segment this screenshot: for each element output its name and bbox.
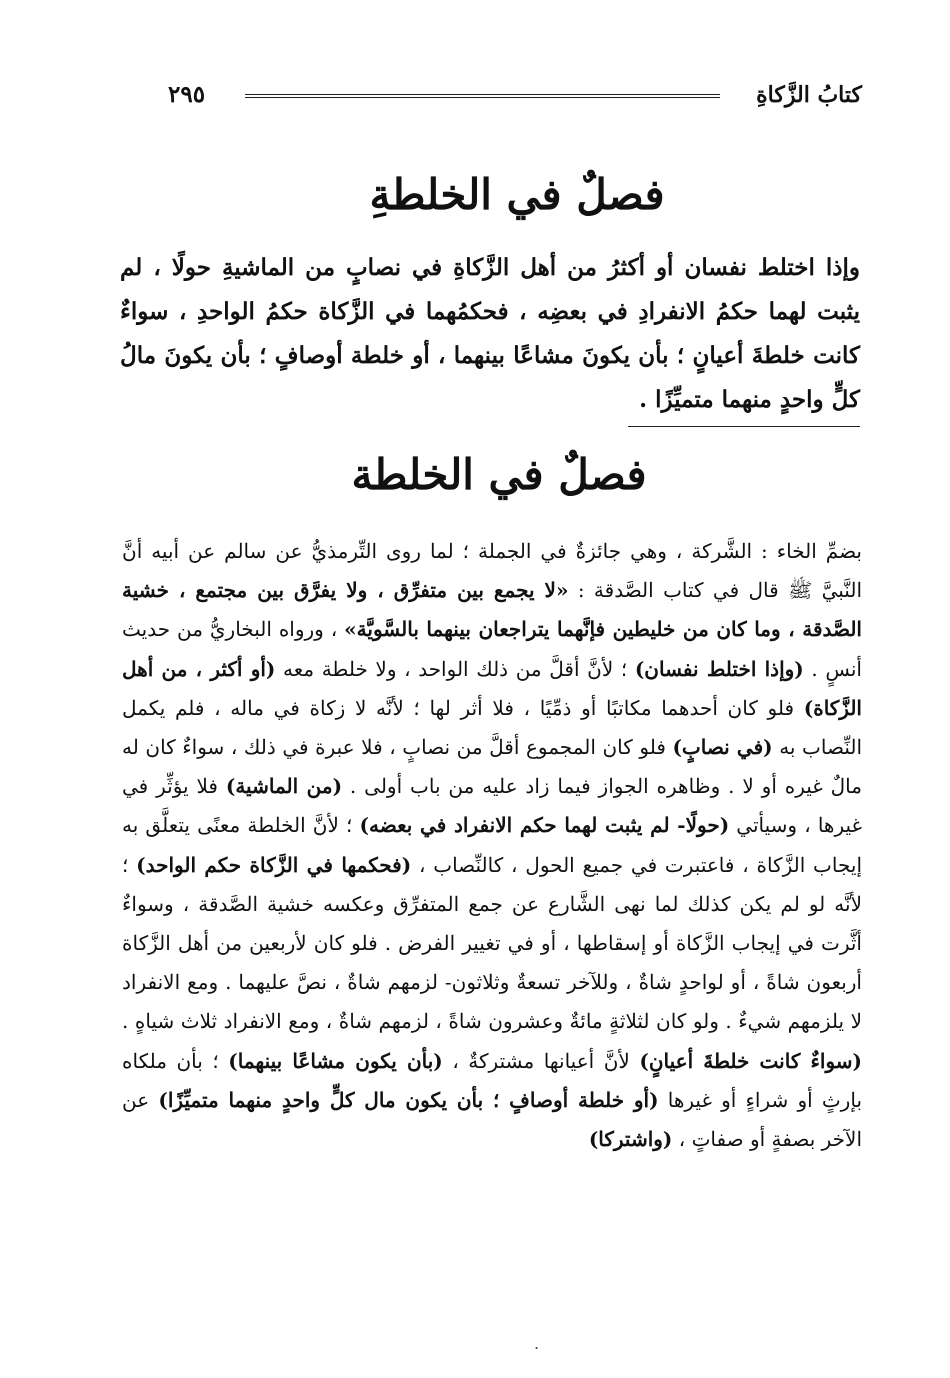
quoted-matn: (من الماشية) [225, 774, 343, 799]
quoted-matn: (وإذا اختلط نفسان) [634, 656, 804, 681]
matn-line: يكونَ مالُ كلٍّ واحدٍ منهما متميِّزًا . [120, 342, 860, 413]
commentary-segment: ، ورواه البخاريُّ من حديث أنسٍ . [122, 617, 862, 681]
commentary-segment: فلو كان المجموع أقلَّ من نصابٍ ، فلا عبرة في ذلك ، سواءٌ كان له مالٌ غيره أو لا . وظاهره الجواز فيما زاد عليه من باب أولى . [122, 735, 862, 799]
quoted-matn: (أو أكثر ، من أهل الزَّكاة) [122, 656, 862, 720]
quoted-matn: (حولًا- لم يثبت لهما حكم الانفراد في بعضه) [359, 813, 730, 838]
matn-line: وإذا اختلط نفسان أو أكثرُ من أهل الزَّكاةِ في نصابٍ من الماشيةِ حولًا ، [153, 254, 860, 281]
section-heading-matn: فصلٌ في الخلطةِ [369, 170, 665, 219]
header-rule [245, 94, 720, 98]
quoted-matn: (سواءٌ كانت خلطةَ أعيانٍ) [639, 1048, 863, 1073]
page-number: ٢٩٥ [168, 81, 206, 108]
commentary-text [122, 532, 862, 1159]
section-heading-sharh: فصلٌ في الخلطة [351, 450, 647, 499]
running-header-title: كتابُ الزَّكاةِ [756, 82, 862, 108]
commentary-segment: ؛ لأنَّ الخلطة معنًى يتعلَّق به إيجاب الزَّكاة ، فاعتبرت في جميع الحول ، كالنِّصاب ، [122, 813, 863, 877]
quoted-matn: «لا يجمع بين متفرِّق ، ولا يفرَّق بين مجتمع ، خشية الصَّدقة ، وما كان من خليطين فإنَّهما يتراجعان بينهما بالسَّويَّة» [122, 578, 862, 642]
separator-rule [628, 426, 860, 427]
commentary-segment: ؛ لأنَّ أقلَّ من ذلك الواحد ، ولا خلطة معه [275, 656, 635, 681]
commentary-segment: فلا يؤثِّر في غيرها ، وسيأتي [122, 774, 862, 838]
matn-line: سواءٌ كانت خلطةَ أعيانٍ ؛ بأن يكونَ مشاعًا بينهما ، أو خلطة أوصافٍ ؛ بأن [120, 298, 861, 369]
matn-line: لم يثبت لهما حكمُ الانفرادِ في بعضِه ، فحكمُهما في الزَّكاة حكمُ الواحدِ ، [120, 254, 860, 325]
commentary-segment: لأنَّ أعيانها مشتركةٌ ، [442, 1048, 640, 1073]
matn-text [120, 246, 860, 422]
footer-mark: . [534, 1334, 540, 1353]
commentary-segment: ؛ بأن ملكاه بإرثٍ أو شراءٍ أو غيرها [122, 1048, 863, 1112]
quoted-matn: (في نصابٍ) [672, 735, 773, 760]
quoted-matn: (واشتركا) [588, 1127, 673, 1152]
commentary-segment: ؛ لأنَّه لو لم يكن كذلك لما نهى الشَّارع عن جمع المتفرِّق وعكسه خشية الصَّدقة ، وسواءٌ أثَّرت في إيجاب الزَّكاة أو إسقاطها ، أو في تغيير الفرض . فلو كان لأربعين من أهل الزَّكاة أربعون شاةً ، أو لواحدٍ شاةٌ ، وللآخر تسعةٌ وثلاثون- لزمهم شاةٌ ، نصَّ عليهما . ومع الانفراد لا يلزمهم شيءٌ . ولو كان لثلاثةٍ مائةٌ وعشرون شاةً ، لزمهم شاةٌ ، ومع الانفراد ثلاث شياهٍ . [122, 852, 862, 1034]
quoted-matn: (أو خلطة أوصافٍ ؛ بأن يكون مال كلٍّ واحدٍ منهما متميِّزًا) [158, 1087, 659, 1112]
quoted-matn: (فحكمها في الزَّكاة حكم الواحد) [136, 852, 412, 877]
commentary-segment: عن الآخر بصفةٍ أو صفاتٍ ، [122, 1087, 862, 1152]
commentary-segment: بضمِّ الخاء : الشَّركة ، وهي جائزةٌ في الجملة ؛ لما روى التِّرمذيُّ عن سالم عن أبيه أنَّ النَّبيَّ ﷺ قال في كتاب الصَّدقة : [122, 539, 862, 603]
commentary-segment: فلو كان أحدهما مكاتبًا أو ذمِّيًا ، فلا أثر لها ؛ لأنَّه لا زكاة في ماله ، فلم يكمل النِّصاب به [122, 695, 862, 760]
quoted-matn: (بأن يكون مشاعًا بينهما) [228, 1048, 443, 1073]
